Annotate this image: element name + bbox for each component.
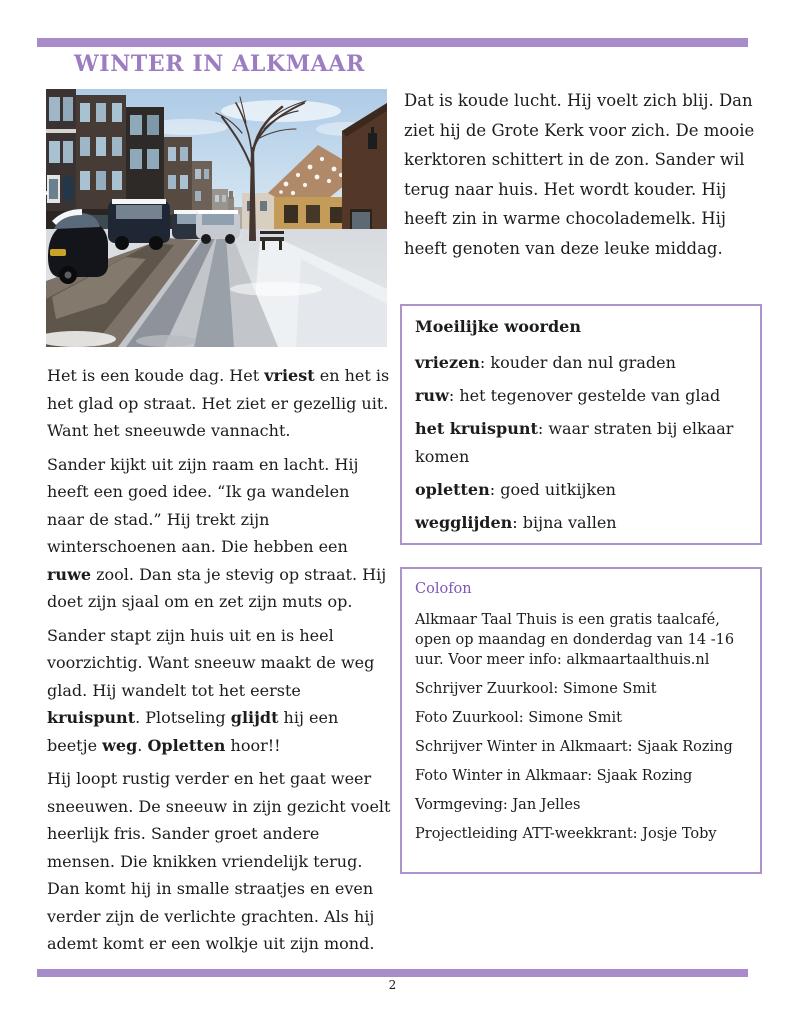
story-left-column — [47, 362, 391, 964]
word-entry — [415, 382, 747, 410]
word-term: vriezen — [415, 353, 480, 372]
story-paragraph: Sander stapt zijn huis uit en is heel voorzichtig. Want sneeuw maakt de weg glad. Hij wandelt tot het eerste kruispunt. Plotseling glijdt hij een beetje weg. Opletten hoor!! — [47, 625, 375, 755]
word-entry — [415, 509, 747, 537]
story-paragraph: Sander kijkt uit zijn raam en lacht. Hij heeft een goed idee. “Ik ga wandelen naar de stad.” Hij trekt zijn winterschoenen aan. Die hebben een ruwe zool. Dan sta je stevig op straat. Hij doet zijn sjaal om en zet zijn muts op. — [47, 454, 387, 611]
word-term: ruw — [415, 386, 449, 405]
colofon-title: Colofon — [415, 581, 472, 597]
word-definition: : goed uitkijken — [489, 480, 616, 499]
difficult-words-title: Moeilijke woorden — [415, 317, 581, 336]
story-paragraph: Hij loopt rustig verder en het gaat weer sneeuwen. De sneeuw in zijn gezicht voelt heerlijk fris. Sander groet andere mensen. Die knikken vriendelijk terug. Dan komt hij in smalle straatjes en even verder zijn de verlichte grachten. Als hij ademt komt er een wolkje uit zijn mond. — [47, 769, 391, 953]
colofon-line: Schrijver Zuurkool: Simone Smit — [415, 681, 657, 697]
bottom-accent-bar — [37, 969, 748, 977]
word-entry — [415, 415, 747, 471]
word-definition: : bijna vallen — [512, 513, 617, 532]
colofon-line: Projectleiding ATT-weekkrant: Josje Toby — [415, 826, 717, 842]
page-number: 2 — [388, 978, 397, 992]
colofon-line: Alkmaar Taal Thuis is een gratis taalcafé, open op maandag en donderdag van 14 -16 uur. Voor meer info: alkmaartaalthuis.nl — [415, 612, 735, 668]
word-entry — [415, 476, 747, 504]
colofon-line: Foto Winter in Alkmaar: Sjaak Rozing — [415, 768, 693, 784]
difficult-words-box — [400, 304, 762, 545]
word-entry — [415, 349, 747, 377]
story-paragraph: Het is een koude dag. Het vriest en het is het glad op straat. Het ziet er gezellig uit. Want het sneeuwde vannacht. — [47, 366, 390, 440]
word-term: wegglijden — [415, 513, 513, 532]
top-accent-bar — [37, 38, 748, 47]
article-photo — [46, 89, 387, 347]
word-definition: : het tegenover gestelde van glad — [448, 386, 721, 405]
colofon-box — [400, 567, 762, 874]
colofon-line: Schrijver Winter in Alkmaart: Sjaak Rozing — [415, 739, 733, 755]
snowy-street-illustration — [46, 89, 387, 347]
story-right-column-paragraph: Dat is koude lucht. Hij voelt zich blij. Dan ziet hij de Grote Kerk voor zich. De mooie kerktoren schittert in de zon. Sander wil terug naar huis. Het wordt kouder. Hij heeft zin in warme chocolademelk. Hij heeft genoten van deze leuke middag. — [404, 91, 755, 258]
word-term: opletten — [415, 480, 490, 499]
word-term: het kruispunt — [415, 419, 538, 438]
word-definition: : waar straten bij elkaar komen — [415, 419, 734, 466]
colofon-line: Foto Zuurkool: Simone Smit — [415, 710, 622, 726]
colofon-line: Vormgeving: Jan Jelles — [415, 797, 581, 813]
word-definition: : kouder dan nul graden — [479, 353, 676, 372]
page-title: WINTER IN ALKMAAR — [74, 51, 365, 77]
